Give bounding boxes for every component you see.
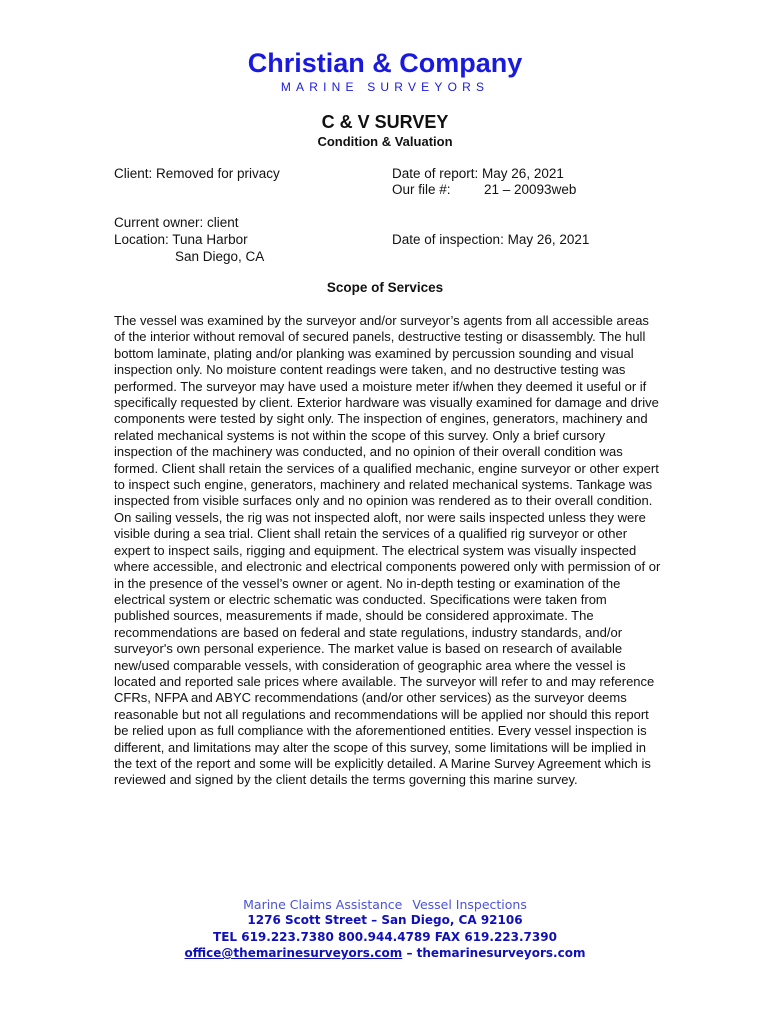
date-of-report: Date of report: May 26, 2021: [392, 166, 564, 181]
document-title: C & V SURVEY: [321, 112, 449, 132]
location-line1: Location: Tuna Harbor: [114, 232, 248, 247]
our-file-value: 21 – 20093web: [484, 182, 577, 197]
footer-phones: TEL 619.223.7380 800.944.4789 FAX 619.223.7390: [213, 930, 557, 944]
client-field: Client: Removed for privacy: [114, 166, 280, 181]
footer-service-inspections: Vessel Inspections: [412, 897, 527, 912]
footer-website: themarinesurveyors.com: [416, 946, 586, 960]
company-tagline: MARINE SURVEYORS: [280, 80, 490, 94]
scope-of-services-text: [114, 313, 662, 789]
footer-service-claims: Marine Claims Assistance: [243, 897, 403, 912]
location-line2: San Diego, CA: [175, 249, 265, 264]
company-name: Christian & Company: [247, 48, 523, 78]
footer-separator: –: [402, 946, 417, 960]
footer-address: 1276 Scott Street – San Diego, CA 92106: [247, 913, 523, 927]
current-owner: Current owner: client: [114, 215, 239, 230]
footer-email-link[interactable]: office@themarinesurveyors.com: [184, 946, 403, 960]
date-of-inspection: Date of inspection: May 26, 2021: [392, 232, 590, 247]
footer-services: [0, 897, 770, 912]
our-file-label: Our file #:: [392, 182, 451, 197]
document-subtitle: Condition & Valuation: [317, 134, 453, 149]
footer-contact: [0, 946, 770, 960]
section-title: Scope of Services: [326, 280, 444, 295]
scope-paragraph: The vessel was examined by the surveyor and/or surveyor’s agents from all accessible areas of the interior without removal of secured panels, destructive testing or disassembly. The hull bottom laminate, plating and/or planking was examined by percussion sounding and visual inspection only. No moisture content readings were taken, and no destructive testing was performed. The surveyor may have used a moisture meter if/when they deemed it useful or if specifically requested by client. Exterior hardware was visually examined for damage and drive components were tested by sight only. The inspection of engines, generators, machinery and related mechanical systems is not within the scope of this survey. Only a brief cursory inspection of the machinery was conducted, and no opinion of their overall condition was formed. Client shall retain the services of a qualified mechanic, engine surveyor or other expert to inspect such engine, generators, machinery and related mechanical systems. Tankage was inspected from visible surfaces only and no opinion was rendered as to their overall condition. On sailing vessels, the rig was not inspected aloft, nor were sails inspected unless they were visible during a sea trial. Client shall retain the services of a qualified rig surveyor or other expert to inspect sails, rigging and equipment. The electrical system was visually inspected where accessible, and electronic and electrical components powered only with permission of or in the presence of the vessel’s owner or agent. No in-depth testing or examination of the electrical system or electric schematic was conducted. Specifications were taken from published sources, measurements if made, should be considered approximate. The recommendations are based on federal and state regulations, industry standards, and/or surveyor's own personal experience. The market value is based on research of available new/used comparable vessels, with consideration of geographic area where the vessel is located and reported sale prices where available. The surveyor will refer to and may reference CFRs, NFPA and ABYC recommendations (and/or other services) as the surveyor deems reasonable but not all regulations and recommendations will be applied nor should this report be relied upon as full compliance with the aforementioned entities. Every vessel inspection is different, and limitations may alter the scope of this survey, some limitations will be implied in the text of the report and some will be explicitly detailed. A Marine Survey Agreement which is reviewed and signed by the client details the terms governing this marine survey.: [114, 313, 661, 788]
